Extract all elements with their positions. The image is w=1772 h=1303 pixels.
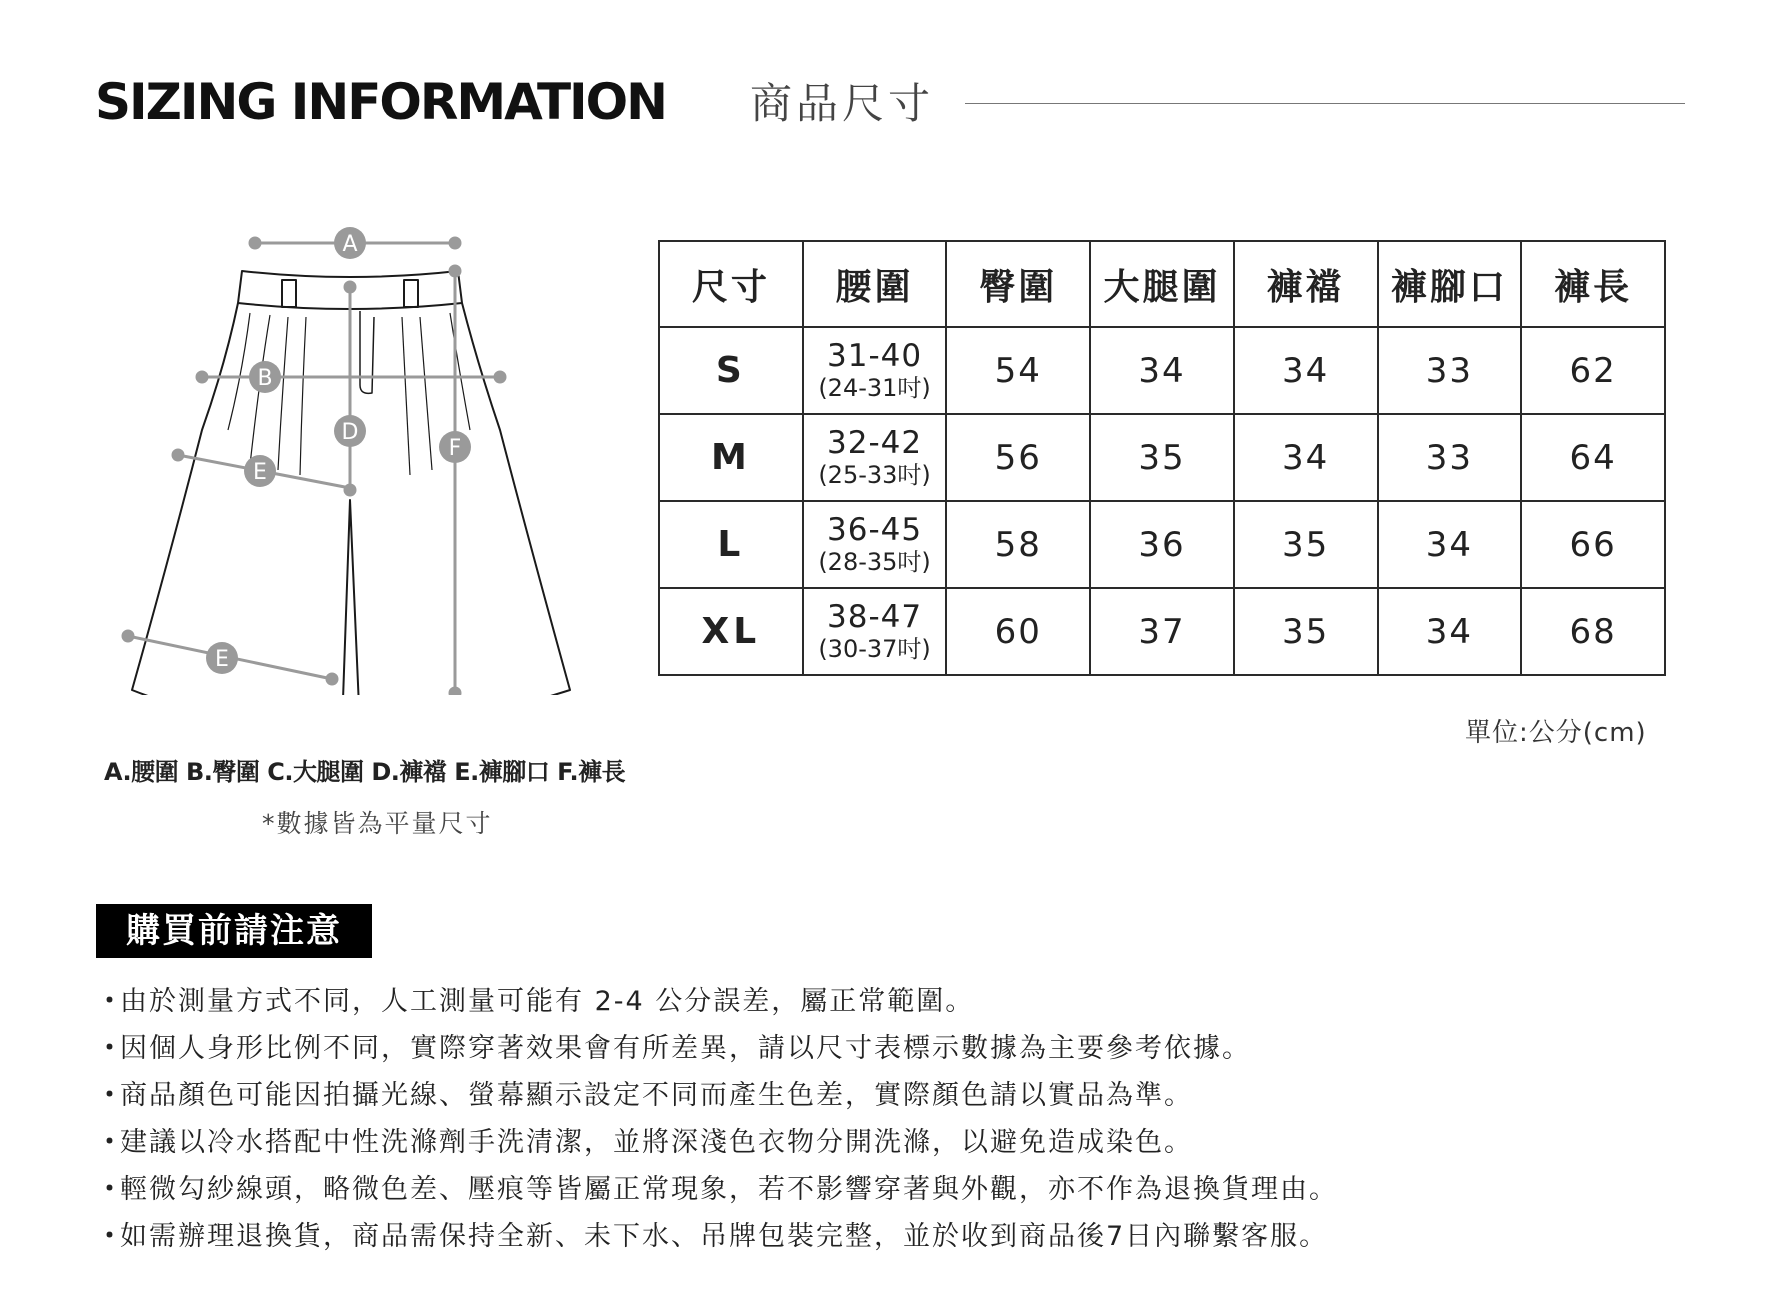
header-hem: 褲腳口 [1378,241,1522,327]
page-header [95,72,1695,132]
header-length: 褲長 [1521,241,1665,327]
note-text: 由於測量方式不同，人工測量可能有 2-4 公分誤差，屬正常範圍。 [120,986,975,1017]
marker-e-hem [206,642,238,674]
length-cell: 68 [1521,588,1665,675]
size-cell: M [659,414,803,501]
rise-cell: 34 [1234,414,1378,501]
bullet: ・ [96,986,125,1017]
rise-cell: 35 [1234,588,1378,675]
bullet: ・ [96,1127,125,1158]
unit-note: 單位:公分(cm) [1465,718,1647,748]
waist-cm: 32-42 [827,424,923,461]
waist-inch: (24-31吋) [818,373,931,402]
hip-cell: 58 [946,501,1090,588]
rise-cell: 34 [1234,327,1378,414]
thigh-cell: 37 [1090,588,1234,675]
flat-measure-note: *數據皆為平量尺寸 [262,809,493,838]
hem-cell: 34 [1378,501,1522,588]
waist-cm: 38-47 [827,598,923,635]
svg-text:A: A [342,232,358,257]
marker-d [334,415,366,447]
note-text: 如需辦理退換貨，商品需保持全新、未下水、吊牌包裝完整，並於收到商品後7日內聯繫客服。 [120,1221,1329,1252]
hem-cell: 33 [1378,414,1522,501]
size-cell: L [659,501,803,588]
header-rise: 褲襠 [1234,241,1378,327]
rise-cell: 35 [1234,501,1378,588]
waist-cell [803,414,947,501]
measurement-markers [206,227,471,674]
header-thigh: 大腿圍 [1090,241,1234,327]
measurement-legend: A.腰圍 B.臀圍 C.大腿圍 D.褲襠 E.褲腳口 F.褲長 [104,758,626,786]
list-item [96,1072,1696,1119]
size-cell: S [659,327,803,414]
waist-inch: (30-37吋) [818,634,931,663]
note-text: 輕微勾紗線頭，略微色差、壓痕等皆屬正常現象，若不影響穿著與外觀，亦不作為退換貨理由。 [120,1174,1338,1205]
length-cell: 66 [1521,501,1665,588]
hem-cell: 33 [1378,327,1522,414]
thigh-cell: 35 [1090,414,1234,501]
header-waist: 腰圍 [803,241,947,327]
page-title-chinese: 商品尺寸 [750,79,935,128]
marker-e-thigh [244,455,276,487]
waist-cell [803,588,947,675]
length-cell: 62 [1521,327,1665,414]
measurement-lines [123,238,505,695]
note-text: 因個人身形比例不同，實際穿著效果會有所差異，請以尺寸表標示數據為主要參考依據。 [120,1033,1251,1064]
hip-cell: 54 [946,327,1090,414]
svg-text:E: E [215,647,229,672]
notice-list [96,978,1696,1260]
notice-title: 購買前請注意 [96,904,372,958]
table-row [659,501,1665,588]
note-text: 商品顏色可能因拍攝光線、螢幕顯示設定不同而產生色差，實際顏色請以實品為準。 [120,1080,1193,1111]
hip-cell: 56 [946,414,1090,501]
bullet: ・ [96,1080,125,1111]
header-hip: 臀圍 [946,241,1090,327]
waist-cm: 36-45 [827,511,923,548]
bullet: ・ [96,1174,125,1205]
thigh-cell: 36 [1090,501,1234,588]
waist-cm: 31-40 [827,337,923,374]
svg-text:D: D [341,420,359,445]
list-item [96,1119,1696,1166]
length-cell: 64 [1521,414,1665,501]
header-size: 尺寸 [659,241,803,327]
thigh-cell: 34 [1090,327,1234,414]
marker-b [249,361,281,393]
list-item [96,1213,1696,1260]
table-row [659,588,1665,675]
size-table [658,240,1666,676]
svg-text:F: F [448,436,462,461]
svg-text:B: B [257,366,273,391]
list-item [96,1025,1696,1072]
list-item [96,978,1696,1025]
marker-f [439,431,471,463]
bullet: ・ [96,1033,125,1064]
page-title: SIZING INFORMATION [95,73,667,131]
note-text: 建議以冷水搭配中性洗滌劑手洗清潔，並將深淺色衣物分開洗滌，以避免造成染色。 [120,1127,1193,1158]
waist-cell [803,327,947,414]
bullet: ・ [96,1221,125,1252]
table-header-row [659,241,1665,327]
table-row [659,327,1665,414]
size-cell: XL [659,588,803,675]
waist-cell [803,501,947,588]
waist-inch: (28-35吋) [818,547,931,576]
hem-cell: 34 [1378,588,1522,675]
shorts-diagram [110,225,590,695]
marker-a [334,227,366,259]
waist-inch: (25-33吋) [818,460,931,489]
hip-cell: 60 [946,588,1090,675]
table-row [659,414,1665,501]
header-rule [965,103,1685,104]
svg-text:E: E [253,460,267,485]
list-item [96,1166,1696,1213]
